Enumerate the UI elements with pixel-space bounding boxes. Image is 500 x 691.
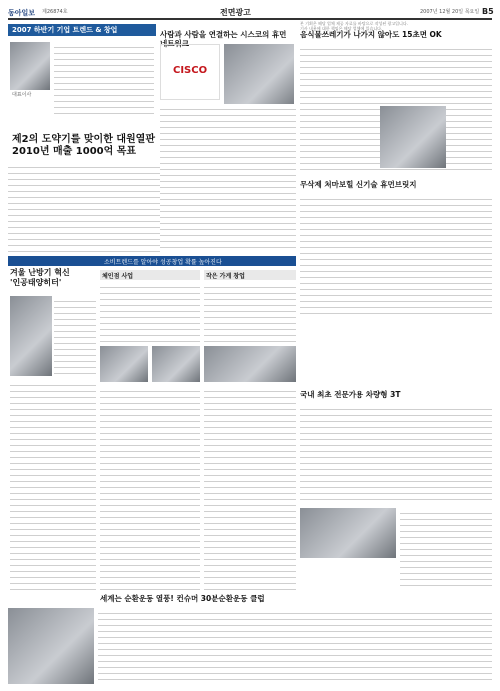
- cisco-headline: 사람과 사람을 연결하는 시스코의 휴먼 네트워크: [160, 30, 287, 48]
- heater-body-lower: [10, 380, 96, 590]
- restaurant-body-lower: [204, 386, 296, 590]
- paper-name: 동아일보: [8, 9, 36, 17]
- cisco-logo-box: [160, 44, 220, 100]
- daewon-portrait-caption: 대표이사: [12, 92, 32, 98]
- restaurant-headline: 작은 가게 창업: [206, 273, 245, 280]
- cafe-photo-1: [100, 346, 148, 382]
- heo-body: [300, 194, 492, 314]
- page-number: B5: [482, 7, 494, 16]
- section-banner-title: 소비트렌드를 알아야 성공창업 확률 높아진다: [104, 259, 222, 266]
- world-headline: 세계는 순환운동 열풍! 컨슈머 30분순환운동 클럽: [100, 594, 265, 603]
- cafe-body-lower: [100, 386, 200, 590]
- restaurant-body: [204, 282, 296, 342]
- issue-number: 제26874호: [42, 9, 68, 15]
- daewon-portrait: [10, 42, 50, 90]
- cafe-photo-2: [152, 346, 200, 382]
- section-title: 전면광고: [220, 8, 251, 17]
- daewon-intro-text: [54, 42, 154, 118]
- cisco-body: [160, 104, 296, 252]
- heo-headline: 무삭제 처마보힐 신기술 휴먼브릿지: [300, 180, 417, 189]
- ir-body-lower: [400, 508, 492, 590]
- issue-date: 2007년 12월 20일 목요일: [420, 9, 480, 15]
- kimchi-photo: [380, 106, 446, 168]
- masthead: [8, 6, 492, 20]
- cisco-portrait: [224, 44, 294, 112]
- feature-banner: [8, 24, 156, 36]
- world-body: [98, 608, 492, 684]
- disclaimer-line-1: 본 기획은 해당 업체 제공 자료를 바탕으로 작성된 광고입니다.: [300, 21, 409, 26]
- cafe-headline: 체인점 사업: [102, 273, 134, 280]
- restaurant-photo: [204, 346, 296, 382]
- ir-truck-photo: [300, 508, 396, 558]
- kimchi-headline: 음식물쓰레기가 나가지 않아도 15초면 OK: [300, 30, 442, 39]
- article-daewon: [8, 40, 156, 126]
- section-banner: [8, 256, 296, 266]
- cisco-logo: CISCO: [173, 65, 208, 76]
- ir-body: [300, 404, 492, 504]
- world-photo: [8, 608, 94, 684]
- cafe-header: [100, 270, 200, 280]
- heater-body: [54, 296, 96, 376]
- heater-headline: 겨울 난방기 혁신 '인공태양히터': [10, 268, 70, 287]
- heater-photo: [10, 296, 52, 376]
- ir-headline: 국내 최초 전문가용 차량형 3T: [300, 390, 401, 399]
- daewon-headline: 제2의 도약기를 맞이한 대원열판 2010년 매출 1000억 목표: [12, 134, 155, 157]
- restaurant-header: [204, 270, 296, 280]
- cafe-body: [100, 282, 200, 342]
- disclaimer-line-2: 기사 내용에 대한 책임은 해당 업체에 있습니다.: [300, 26, 383, 31]
- feature-banner-title: 2007 하반기 기업 트렌드 & 창업: [12, 26, 118, 34]
